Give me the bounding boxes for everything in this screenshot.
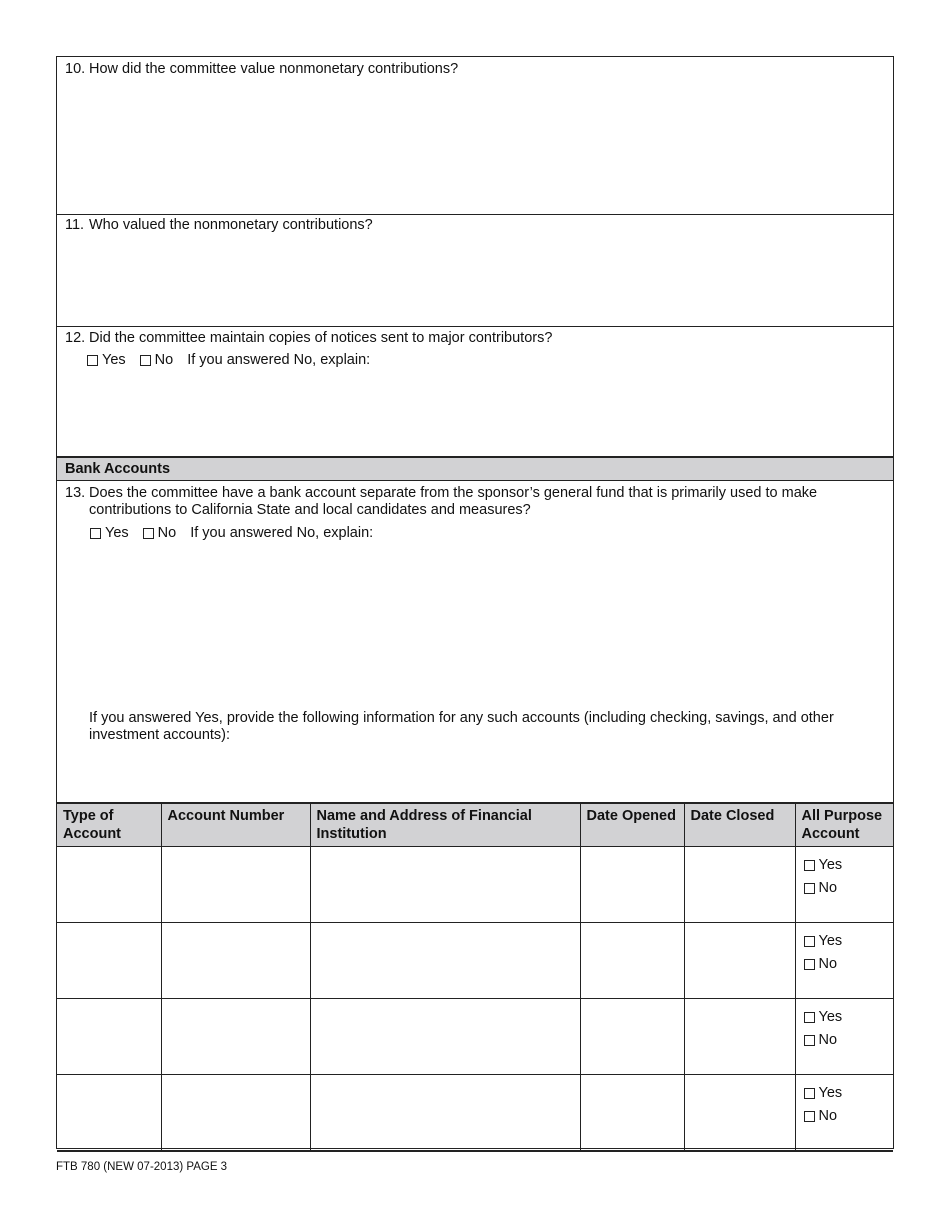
date-closed-cell[interactable] [684, 999, 795, 1075]
q12-yes-label: Yes [102, 352, 126, 368]
all-purpose-yes-checkbox[interactable] [804, 1012, 815, 1023]
date-closed-cell[interactable] [684, 923, 795, 999]
all-purpose-no-checkbox[interactable] [804, 1035, 815, 1046]
form-footer: FTB 780 (NEW 07-2013) PAGE 3 [56, 1161, 228, 1173]
question-13-text: Does the committee have a bank account separate from the sponsor’s general fund that is primarily used to make contributions to California State and local candidates and measures? [89, 485, 818, 518]
q13-no-option[interactable] [143, 525, 177, 541]
header-all-purpose-account: All Purpose Account [795, 803, 893, 847]
all-purpose-no-label: No [818, 1108, 838, 1124]
all-purpose-no-checkbox[interactable] [804, 1111, 815, 1122]
question-12-section[interactable] [57, 327, 893, 456]
q13-yes-option[interactable] [90, 525, 129, 541]
table-row [57, 923, 893, 999]
financial-institution-cell[interactable] [310, 923, 580, 999]
header-account-number: Account Number [161, 803, 310, 847]
question-10-number: 10. [65, 61, 86, 77]
all-purpose-yes-label: Yes [818, 1085, 843, 1101]
account-number-cell[interactable] [161, 1075, 310, 1152]
header-date-opened: Date Opened [580, 803, 684, 847]
all-purpose-no-checkbox[interactable] [804, 959, 815, 970]
q12-yes-option[interactable] [87, 352, 126, 368]
all-purpose-no-label: No [818, 956, 838, 972]
table-row [57, 847, 893, 923]
question-13-number: 13. [65, 485, 86, 501]
q12-no-option[interactable] [140, 352, 174, 368]
table-row [57, 999, 893, 1075]
q12-no-label: No [154, 352, 174, 368]
account-number-cell[interactable] [161, 999, 310, 1075]
bank-accounts-table [57, 802, 893, 1152]
type-of-account-cell[interactable] [57, 1075, 161, 1152]
all-purpose-yes-option[interactable] [804, 1006, 894, 1029]
question-10-text: How did the committee value nonmonetary contributions? [89, 61, 459, 77]
type-of-account-cell[interactable] [57, 847, 161, 923]
q13-yes-checkbox[interactable] [90, 528, 101, 539]
all-purpose-no-label: No [818, 880, 838, 896]
q13-if-yes-text: If you answered Yes, provide the following information for any such accounts (including checking, savings, and other investment accounts): [89, 710, 834, 743]
all-purpose-no-option[interactable] [804, 1105, 894, 1128]
date-opened-cell[interactable] [580, 847, 684, 923]
question-12-number: 12. [65, 330, 86, 346]
all-purpose-no-option[interactable] [804, 953, 894, 976]
financial-institution-cell[interactable] [310, 847, 580, 923]
q12-yes-checkbox[interactable] [87, 355, 98, 366]
table-row [57, 1075, 893, 1152]
all-purpose-yes-option[interactable] [804, 930, 894, 953]
all-purpose-yes-label: Yes [818, 1009, 843, 1025]
q13-explain-label: If you answered No, explain: [190, 525, 374, 541]
q12-no-checkbox[interactable] [140, 355, 151, 366]
date-opened-cell[interactable] [580, 999, 684, 1075]
bank-accounts-header: Bank Accounts [57, 456, 893, 481]
all-purpose-yes-option[interactable] [804, 854, 894, 877]
date-opened-cell[interactable] [580, 923, 684, 999]
all-purpose-yes-checkbox[interactable] [804, 860, 815, 871]
financial-institution-cell[interactable] [310, 999, 580, 1075]
question-12-text: Did the committee maintain copies of notices sent to major contributors? [89, 330, 553, 346]
question-11-section[interactable] [57, 215, 893, 327]
account-number-cell[interactable] [161, 923, 310, 999]
date-closed-cell[interactable] [684, 1075, 795, 1152]
q13-no-label: No [157, 525, 177, 541]
form-page [56, 56, 894, 1149]
all-purpose-no-option[interactable] [804, 1029, 894, 1052]
all-purpose-cell [795, 999, 893, 1075]
type-of-account-cell[interactable] [57, 923, 161, 999]
header-type-of-account: Type of Account [57, 803, 161, 847]
all-purpose-cell [795, 1075, 893, 1152]
financial-institution-cell[interactable] [310, 1075, 580, 1152]
all-purpose-no-checkbox[interactable] [804, 883, 815, 894]
account-number-cell[interactable] [161, 847, 310, 923]
header-financial-institution: Name and Address of Financial Institution [310, 803, 580, 847]
q13-yes-label: Yes [105, 525, 129, 541]
question-13-section[interactable] [57, 481, 893, 802]
all-purpose-yes-option[interactable] [804, 1082, 894, 1105]
all-purpose-no-option[interactable] [804, 877, 894, 900]
all-purpose-cell [795, 847, 893, 923]
q12-explain-label: If you answered No, explain: [187, 352, 371, 368]
date-opened-cell[interactable] [580, 1075, 684, 1152]
table-header-row [57, 803, 893, 847]
all-purpose-yes-checkbox[interactable] [804, 1088, 815, 1099]
all-purpose-cell [795, 923, 893, 999]
all-purpose-yes-label: Yes [818, 933, 843, 949]
question-11-text: Who valued the nonmonetary contributions? [89, 217, 373, 233]
header-date-closed: Date Closed [684, 803, 795, 847]
date-closed-cell[interactable] [684, 847, 795, 923]
all-purpose-no-label: No [818, 1032, 838, 1048]
type-of-account-cell[interactable] [57, 999, 161, 1075]
all-purpose-yes-checkbox[interactable] [804, 936, 815, 947]
all-purpose-yes-label: Yes [818, 857, 843, 873]
question-10-section[interactable] [57, 57, 893, 215]
q13-no-checkbox[interactable] [143, 528, 154, 539]
question-11-number: 11. [65, 217, 85, 233]
